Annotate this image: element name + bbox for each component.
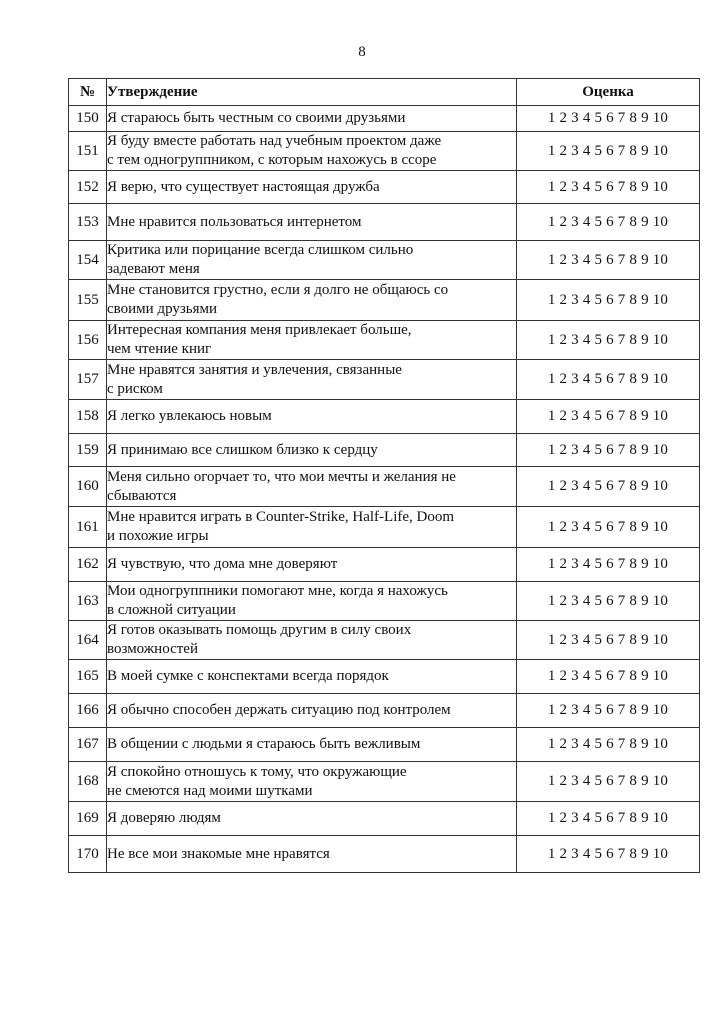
rating-scale[interactable]: 1 2 3 4 5 6 7 8 9 10 xyxy=(517,548,700,582)
item-statement xyxy=(107,241,517,280)
item-number: 166 xyxy=(69,694,107,728)
rating-scale[interactable]: 1 2 3 4 5 6 7 8 9 10 xyxy=(517,762,700,802)
header-statement: Утверждение xyxy=(107,79,517,106)
statement-line: Я готов оказывать помощь другим в силу своих xyxy=(107,622,412,638)
header-score: Оценка xyxy=(517,79,700,106)
rating-scale[interactable]: 1 2 3 4 5 6 7 8 9 10 xyxy=(517,171,700,204)
rating-scale[interactable]: 1 2 3 4 5 6 7 8 9 10 xyxy=(517,507,700,548)
table-row xyxy=(69,204,700,241)
table-row xyxy=(69,132,700,171)
rating-scale[interactable]: 1 2 3 4 5 6 7 8 9 10 xyxy=(517,400,700,434)
questionnaire-table xyxy=(68,78,700,873)
statement-line: Я буду вместе работать над учебным проектом даже xyxy=(107,133,442,149)
item-number: 167 xyxy=(69,728,107,762)
table-row xyxy=(69,321,700,360)
table-row xyxy=(69,434,700,467)
statement-line: Мне нравятся занятия и увлечения, связанные xyxy=(107,361,402,378)
item-number: 168 xyxy=(69,762,107,802)
statement-line: Мне становится грустно, если я долго не общаюсь со xyxy=(107,282,449,298)
table-row xyxy=(69,660,700,694)
rating-scale[interactable]: 1 2 3 4 5 6 7 8 9 10 xyxy=(517,660,700,694)
item-statement xyxy=(107,802,517,836)
table-row xyxy=(69,548,700,582)
item-statement xyxy=(107,171,517,204)
rating-scale[interactable]: 1 2 3 4 5 6 7 8 9 10 xyxy=(517,434,700,467)
item-statement xyxy=(107,728,517,762)
statement-line: В моей сумке с конспектами всегда порядок xyxy=(107,668,389,684)
table-row xyxy=(69,106,700,132)
item-statement xyxy=(107,694,517,728)
item-statement xyxy=(107,204,517,241)
table-row xyxy=(69,582,700,621)
item-number: 157 xyxy=(69,360,107,400)
item-number: 160 xyxy=(69,467,107,507)
statement-line: Я верю, что существует настоящая дружба xyxy=(107,178,380,195)
rating-scale[interactable]: 1 2 3 4 5 6 7 8 9 10 xyxy=(517,241,700,280)
table-row xyxy=(69,467,700,507)
item-statement xyxy=(107,106,517,132)
statement-line: Я чувствую, что дома мне доверяют xyxy=(107,556,338,572)
statement-line: Мне нравится играть в Counter-Strike, Half-Life, Doom xyxy=(107,509,455,525)
item-number: 170 xyxy=(69,836,107,873)
table-row xyxy=(69,694,700,728)
item-statement xyxy=(107,434,517,467)
table-row xyxy=(69,621,700,660)
statement-line: Я доверяю людям xyxy=(107,810,221,826)
item-number: 150 xyxy=(69,106,107,132)
statement-line: возможностей xyxy=(107,641,198,657)
item-statement xyxy=(107,360,517,400)
statement-line: Мои одногруппники помогают мне, когда я нахожусь xyxy=(107,583,448,599)
item-statement xyxy=(107,660,517,694)
item-number: 161 xyxy=(69,507,107,548)
statement-line: с тем одногруппником, с которым нахожусь в ссоре xyxy=(107,152,437,168)
statement-line: Я стараюсь быть честным со своими друзьями xyxy=(107,110,406,126)
rating-scale[interactable]: 1 2 3 4 5 6 7 8 9 10 xyxy=(517,728,700,762)
rating-scale[interactable]: 1 2 3 4 5 6 7 8 9 10 xyxy=(517,802,700,836)
statement-line: Критика или порицание всегда слишком сильно xyxy=(107,242,414,258)
item-statement xyxy=(107,507,517,548)
item-number: 164 xyxy=(69,621,107,660)
item-statement xyxy=(107,621,517,660)
table-row xyxy=(69,836,700,873)
statement-line: Мне нравится пользоваться интернетом xyxy=(107,213,362,230)
statement-line: задевают меня xyxy=(107,261,200,277)
item-number: 163 xyxy=(69,582,107,621)
item-number: 165 xyxy=(69,660,107,694)
statement-line: Не все мои знакомые мне нравятся xyxy=(107,845,330,862)
statement-line: Я спокойно отношусь к тому, что окружающие xyxy=(107,763,407,780)
table-row xyxy=(69,171,700,204)
statement-line: сбываются xyxy=(107,487,177,504)
header-row xyxy=(69,79,700,106)
statement-line: Я легко увлекаюсь новым xyxy=(107,408,272,424)
table-row xyxy=(69,241,700,280)
table-row xyxy=(69,360,700,400)
item-number: 152 xyxy=(69,171,107,204)
item-statement xyxy=(107,400,517,434)
rating-scale[interactable]: 1 2 3 4 5 6 7 8 9 10 xyxy=(517,467,700,507)
item-number: 156 xyxy=(69,321,107,360)
item-number: 153 xyxy=(69,204,107,241)
rating-scale[interactable]: 1 2 3 4 5 6 7 8 9 10 xyxy=(517,204,700,241)
header-number: № xyxy=(69,79,107,106)
rating-scale[interactable]: 1 2 3 4 5 6 7 8 9 10 xyxy=(517,360,700,400)
rating-scale[interactable]: 1 2 3 4 5 6 7 8 9 10 xyxy=(517,132,700,171)
page-number: 8 xyxy=(358,44,366,60)
statement-line: В общении с людьми я стараюсь быть вежливым xyxy=(107,736,421,752)
statement-line: чем чтение книг xyxy=(107,341,212,357)
statement-line: своими друзьями xyxy=(107,301,218,317)
table-row xyxy=(69,400,700,434)
table-row xyxy=(69,802,700,836)
item-statement xyxy=(107,132,517,171)
item-statement xyxy=(107,762,517,802)
rating-scale[interactable]: 1 2 3 4 5 6 7 8 9 10 xyxy=(517,321,700,360)
rating-scale[interactable]: 1 2 3 4 5 6 7 8 9 10 xyxy=(517,836,700,873)
rating-scale[interactable]: 1 2 3 4 5 6 7 8 9 10 xyxy=(517,280,700,321)
item-number: 169 xyxy=(69,802,107,836)
table-row xyxy=(69,280,700,321)
rating-scale[interactable]: 1 2 3 4 5 6 7 8 9 10 xyxy=(517,582,700,621)
item-statement xyxy=(107,836,517,873)
table-row xyxy=(69,762,700,802)
item-statement xyxy=(107,582,517,621)
statement-line: и похожие игры xyxy=(107,528,209,544)
item-number: 162 xyxy=(69,548,107,582)
rating-scale[interactable]: 1 2 3 4 5 6 7 8 9 10 xyxy=(517,621,700,660)
table-row xyxy=(69,507,700,548)
item-number: 159 xyxy=(69,434,107,467)
item-number: 151 xyxy=(69,132,107,171)
statement-line: не смеются над моими шутками xyxy=(107,782,313,799)
item-number: 154 xyxy=(69,241,107,280)
statement-line: в сложной ситуации xyxy=(107,602,236,618)
item-number: 155 xyxy=(69,280,107,321)
rating-scale[interactable]: 1 2 3 4 5 6 7 8 9 10 xyxy=(517,694,700,728)
statement-line: Я принимаю все слишком близко к сердцу xyxy=(107,441,378,458)
statement-line: Интересная компания меня привлекает больше, xyxy=(107,322,412,338)
item-statement xyxy=(107,467,517,507)
rating-scale[interactable]: 1 2 3 4 5 6 7 8 9 10 xyxy=(517,106,700,132)
item-number: 158 xyxy=(69,400,107,434)
statement-line: Меня сильно огорчает то, что мои мечты и желания не xyxy=(107,468,456,485)
table-row xyxy=(69,728,700,762)
item-statement xyxy=(107,321,517,360)
item-statement xyxy=(107,280,517,321)
item-statement xyxy=(107,548,517,582)
statement-line: с риском xyxy=(107,380,163,397)
statement-line: Я обычно способен держать ситуацию под контролем xyxy=(107,702,451,718)
